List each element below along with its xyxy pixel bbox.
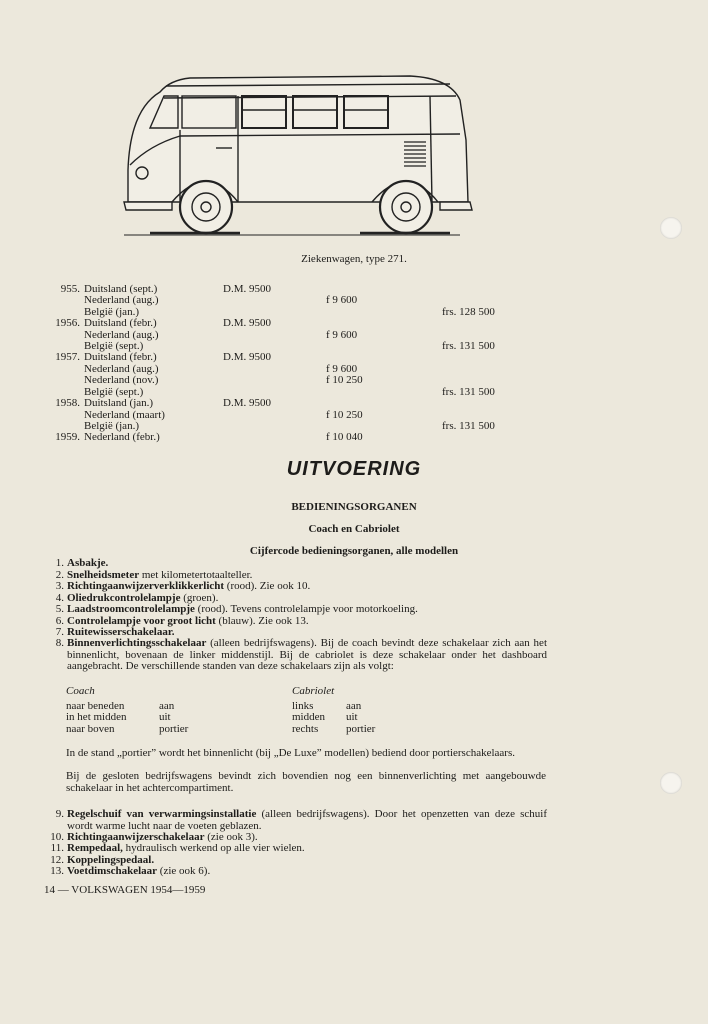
price-f: f 9 600 — [326, 363, 358, 375]
item-description: (zie ook 3). — [204, 831, 258, 843]
ambulance-van-illustration — [120, 70, 480, 245]
price-frs: frs. 131 500 — [442, 386, 495, 398]
coach-position: naar beneden — [66, 700, 125, 712]
price-row — [0, 431, 708, 443]
item-text — [67, 558, 547, 570]
price-frs: frs. 128 500 — [442, 306, 495, 318]
page-footer: 14 — VOLKSWAGEN 1954—1959 — [44, 884, 206, 896]
item-text — [67, 809, 547, 832]
item-description: hydraulisch werkend op alle vier wielen. — [122, 842, 305, 854]
price-year: 1958. — [55, 397, 80, 409]
item-bold-label: Voetdimschakelaar — [67, 865, 158, 877]
price-country: Duitsland (sept.) — [84, 283, 158, 295]
item-bold-label: Koppelingspedaal. — [67, 854, 155, 866]
price-country: België (jan.) — [84, 420, 139, 432]
price-year: 1957. — [55, 351, 80, 363]
price-dm: D.M. 9500 — [223, 351, 271, 363]
item-description: (rood). Tevens controlelampje voor motorkoeling. — [194, 603, 418, 615]
price-f: f 10 040 — [326, 431, 363, 443]
item-text — [67, 638, 547, 673]
subheading-bedieningsorganen: BEDIENINGSORGANEN — [291, 501, 417, 513]
price-year: 955. — [60, 283, 80, 295]
item-description: (blauw). Zie ook 13. — [215, 615, 309, 627]
price-dm: D.M. 9500 — [223, 283, 271, 295]
price-country: Nederland (aug.) — [84, 363, 159, 375]
item-bold-label: Richtingaanwijzerverklikkerlicht — [67, 580, 225, 592]
item-bold-label: Controlelampje voor groot licht — [67, 615, 216, 627]
price-country: België (jan.) — [84, 306, 139, 318]
price-year: 1956. — [55, 317, 80, 329]
price-country: Nederland (maart) — [84, 409, 165, 421]
cabriolet-state: aan — [346, 700, 362, 712]
item-text — [67, 866, 547, 878]
cabriolet-position: midden — [292, 711, 325, 723]
price-dm: D.M. 9500 — [223, 317, 271, 329]
coach-label: Coach — [66, 685, 95, 697]
item-description: (alleen bedrijfswagens). Door het openzetten van deze schuif wordt warme lucht naar de voeten geblazen. — [67, 808, 547, 832]
punch-hole — [660, 217, 682, 239]
item-number: 3. — [55, 580, 64, 592]
figure-caption: Ziekenwagen, type 271. — [301, 253, 407, 265]
price-country: België (sept.) — [84, 386, 144, 398]
item-bold-label: Laadstroomcontrolelampje — [67, 603, 195, 615]
price-f: f 9 600 — [326, 329, 358, 341]
item-number: 4. — [55, 592, 64, 604]
item-description: (alleen bedrijfswagens). Bij de coach bevindt deze schakelaar zich aan het binnenlicht, bovenaan de linker middenstijl. Bij de cabriolet is deze schakelaar onder het dashboard aangebracht. De verschillende standen van deze schakelaars zijn als volgt: — [67, 637, 547, 672]
item-number: 8. — [55, 637, 64, 649]
item-number: 9. — [55, 808, 64, 820]
item-number: 7. — [55, 626, 64, 638]
price-country: Nederland (aug.) — [84, 294, 159, 306]
cabriolet-state: uit — [346, 711, 358, 723]
price-country: Duitsland (febr.) — [84, 351, 157, 363]
price-row — [0, 374, 708, 386]
item-number: 10. — [50, 831, 64, 843]
cabriolet-label: Cabriolet — [292, 685, 335, 697]
paragraph-bedrijfswagens: Bij de gesloten bedrijfswagens bevindt zich bovendien nog een binnenverlichting met aangebouwde schakelaar in het achtercompartiment. — [66, 770, 546, 794]
price-row — [0, 351, 708, 363]
item-number: 12. — [50, 854, 64, 866]
price-country: Duitsland (jan.) — [84, 397, 154, 409]
item-bold-label: Ruitewisserschakelaar. — [67, 626, 175, 638]
item-text — [67, 581, 547, 593]
paragraph-portier: In de stand „portier” wordt het binnenlicht (bij „De Luxe” modellen) bediend door portierschakelaars. — [66, 747, 516, 759]
subheading-cijfercode: Cijfercode bedieningsorganen, alle modellen — [249, 545, 459, 557]
item-description: (rood). Zie ook 10. — [224, 580, 311, 592]
item-description: (groen). — [180, 592, 219, 604]
item-bold-label: Richtingaanwijzerschakelaar — [67, 831, 205, 843]
item-number: 2. — [55, 569, 64, 581]
price-country: Duitsland (febr.) — [84, 317, 157, 329]
item-text — [67, 843, 547, 855]
coach-position: in het midden — [66, 711, 127, 723]
item-bold-label: Oliedrukcontrolelampje — [67, 592, 181, 604]
coach-state: uit — [159, 711, 171, 723]
price-f: f 10 250 — [326, 374, 363, 386]
price-country: Nederland (febr.) — [84, 431, 160, 443]
coach-state: portier — [159, 723, 189, 735]
cabriolet-state: portier — [346, 723, 376, 735]
price-frs: frs. 131 500 — [442, 420, 495, 432]
item-number: 13. — [50, 865, 64, 877]
price-country: België (sept.) — [84, 340, 144, 352]
price-row — [0, 317, 708, 329]
item-bold-label: Binnenverlichtingsschakelaar — [67, 637, 207, 649]
price-year: 1959. — [55, 431, 80, 443]
price-country: Nederland (aug.) — [84, 329, 159, 341]
cabriolet-position: rechts — [292, 723, 319, 735]
item-description: met kilometertotaalteller. — [139, 569, 253, 581]
item-number: 5. — [55, 603, 64, 615]
item-description: (zie ook 6). — [157, 865, 211, 877]
item-bold-label: Asbakje. — [67, 557, 109, 569]
coach-position: naar boven — [66, 723, 115, 735]
price-f: f 10 250 — [326, 409, 363, 421]
price-dm: D.M. 9500 — [223, 397, 271, 409]
price-country: Nederland (nov.) — [84, 374, 159, 386]
section-heading: UITVOERING — [286, 458, 422, 480]
item-text — [67, 604, 547, 616]
price-frs: frs. 131 500 — [442, 340, 495, 352]
coach-state: aan — [159, 700, 175, 712]
price-row — [0, 397, 708, 409]
item-bold-label: Snelheidsmeter — [67, 569, 140, 581]
item-number: 6. — [55, 615, 64, 627]
cabriolet-position: links — [292, 700, 314, 712]
price-row — [0, 294, 708, 306]
item-number: 11. — [50, 842, 64, 854]
item-bold-label: Regelschuif van verwarmingsinstallatie — [67, 808, 257, 820]
price-f: f 9 600 — [326, 294, 358, 306]
subheading-coach-cabriolet: Coach en Cabriolet — [308, 523, 400, 535]
item-number: 1. — [55, 557, 64, 569]
punch-hole — [660, 772, 682, 794]
item-bold-label: Rempedaal, — [67, 842, 123, 854]
